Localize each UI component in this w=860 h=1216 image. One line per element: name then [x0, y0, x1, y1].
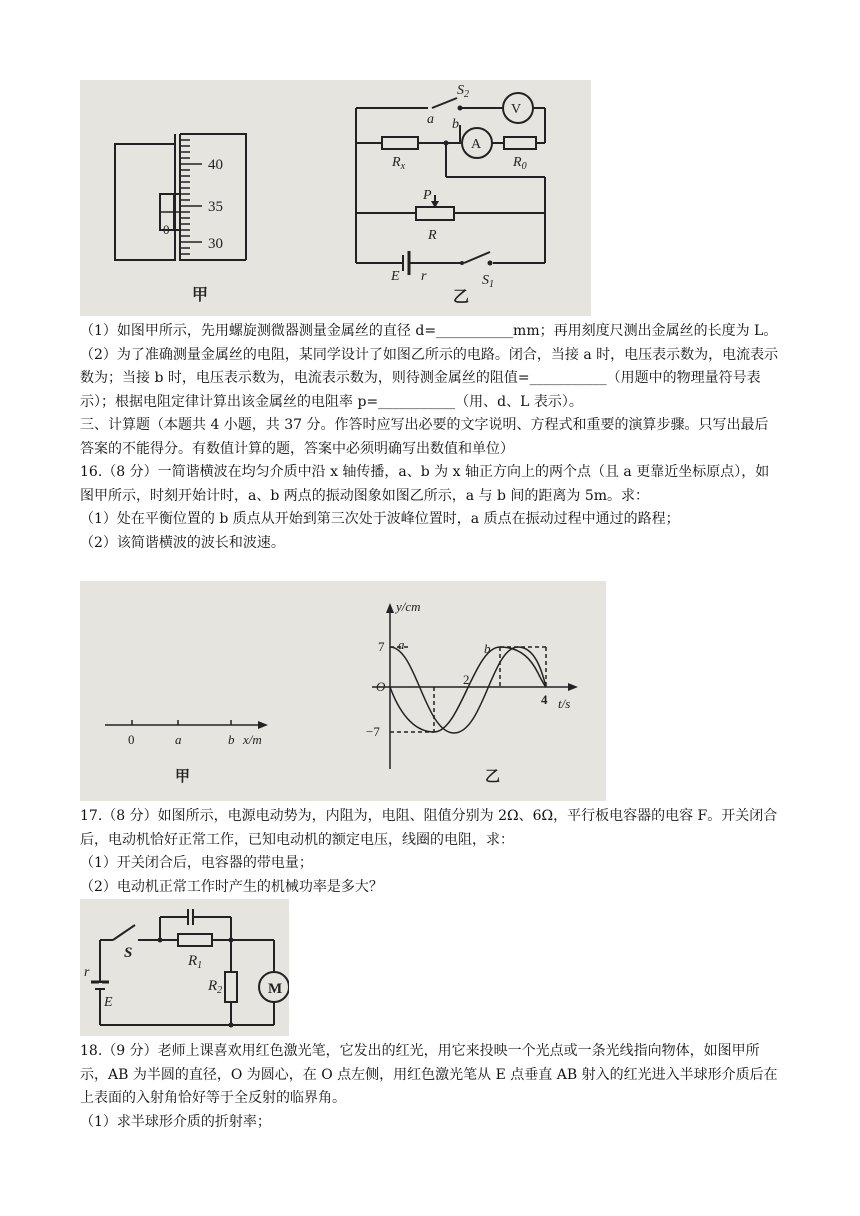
figure-wave-graphs [80, 581, 606, 801]
micrometer-drawing [115, 134, 246, 260]
resistor-r0-label: $R_0$ [513, 155, 527, 172]
question-15-part-2: （2）为了准确测量金属丝的电阻，某同学设计了如图乙所示的电路。闭合，当接 a 时，电压表示数为，电流表示数为；当接 b 时，电压表示数为，电流表示数为，则待测金属丝的阻值=___________（用题中的物理量符号表示）；根据电阻定律计算出该金属丝的电阻率 p=___________（用、d、L 表示）。 [80, 346, 779, 410]
emf-e-label: E [104, 995, 113, 1010]
figure-1-drawing [80, 80, 591, 316]
micrometer-tick-30: 30 [208, 236, 223, 252]
resistor-r1-label: $R_1$ [188, 953, 203, 971]
contact-b-label: b [452, 117, 459, 132]
motor-m-label: M [268, 981, 283, 997]
section-3-heading: 三、计算题（本题共 4 小题，共 37 分。作答时应写出必要的文字说明、方程式和重要的演算步骤。只写出最后答案的不能得分。有数值计算的题，答案中必须明确写出数值和单位） [80, 417, 769, 457]
rheostat-r-label: R [428, 228, 437, 243]
figure-2-jia-caption: 甲 [175, 769, 191, 785]
x-axis-unit-label: x/m [243, 732, 262, 747]
graph-t-tick-4: 4 [541, 692, 548, 707]
question-18-part-1: （1）求半球形介质的折射率； [80, 1113, 271, 1130]
graph-origin-label: O [376, 679, 386, 694]
graph-y-tick-7: 7 [378, 639, 385, 654]
question-15-text [80, 320, 780, 555]
micrometer-tick-35: 35 [208, 199, 223, 215]
figure-micrometer-and-circuit [80, 80, 591, 316]
question-18-stem: 18.（9 分）老师上课喜欢用红色激光笔，它发出的红光，用它来投映一个光点或一条光线指向物体，如图甲所示，AB 为半圆的直径，O 为圆心，在 O 点左侧，用红色激光笔从 E 点垂直 AB 射入的红光进入半球形介质后在上表面的入射角恰好等于全反射的临界角。 [80, 1043, 778, 1106]
question-16-part-2: （2）该简谐横波的波长和波速。 [80, 534, 285, 551]
switch-s2-label: $S_2$ [457, 83, 469, 100]
circuit-diagram [356, 93, 545, 275]
curve-a [390, 647, 546, 733]
figure-motor-circuit [80, 899, 289, 1036]
contact-a-label: a [427, 112, 434, 127]
resistor-r2-label: $R_2$ [208, 978, 223, 996]
question-17-stem: 17.（8 分）如图所示，电源电动势为，内阻为，电阻、阻值分别为 2Ω、6Ω，平行板电容器的电容 F。开关闭合后，电动机恰好正常工作，已知电动机的额定电压，线圈的电阻，求： [80, 808, 778, 848]
question-17-text [80, 805, 780, 899]
curve-b [390, 647, 546, 732]
question-16-part-1: （1）处在平衡位置的 b 质点从开始到第三次处于波峰位置时，a 质点在振动过程中通过的路程； [80, 511, 680, 527]
figure-1-jia-caption: 甲 [192, 287, 209, 304]
x-axis-point-b-label: b [228, 732, 235, 747]
graph-t-tick-2: 2 [463, 672, 470, 687]
curve-b-label: b [484, 641, 491, 656]
question-16-stem: 16.（8 分）一简谐横波在均匀介质中沿 x 轴传播，a、b 为 x 轴正方向上的两个点（且 a 更靠近坐标原点），如图甲所示，时刻开始计时，a、b 两点的振动图象如图乙所示，a 与 b 间的距离为 5m。求： [80, 464, 770, 504]
micrometer-tick-40: 40 [208, 157, 223, 173]
curve-a-label: a [398, 637, 405, 652]
vibration-graph [372, 611, 570, 769]
resistor-rx-label: $R_x$ [392, 155, 406, 172]
graph-y-axis-label: y/cm [396, 599, 421, 614]
slider-p-label: P [423, 188, 432, 203]
question-18-text [80, 1040, 780, 1134]
figure-3-drawing [80, 899, 289, 1036]
x-axis-origin-label: 0 [128, 732, 135, 747]
battery-e-label: E [391, 269, 400, 284]
question-17-part-2: （2）电动机正常工作时产生的机械功率是多大？ [80, 878, 383, 895]
question-15-part-1: （1）如图甲所示，先用螺旋测微器测量金属丝的直径 d=___________mm；再用刻度尺测出金属丝的长度为 L。 [80, 323, 778, 339]
graph-t-axis-label: t/s [558, 696, 571, 711]
x-axis-point-a-label: a [175, 732, 182, 747]
switch-s1-label: $S_1$ [482, 273, 494, 290]
switch-s-label: S [124, 945, 133, 961]
internal-resistance-label: r [421, 269, 427, 284]
graph-y-tick-neg7: −7 [366, 724, 380, 739]
ammeter-label: A [471, 137, 482, 152]
figure-2-drawing [80, 581, 606, 801]
x-axis-diagram [105, 720, 258, 725]
figure-2-yi-caption: 乙 [485, 769, 501, 785]
figure-1-yi-caption: 乙 [453, 289, 470, 306]
question-17-part-1: （1）开关闭合后，电容器的带电量； [80, 855, 313, 871]
micrometer-zero: 0 [163, 222, 170, 237]
internal-resistance-r-label: r [84, 965, 90, 980]
voltmeter-label: V [511, 102, 522, 117]
